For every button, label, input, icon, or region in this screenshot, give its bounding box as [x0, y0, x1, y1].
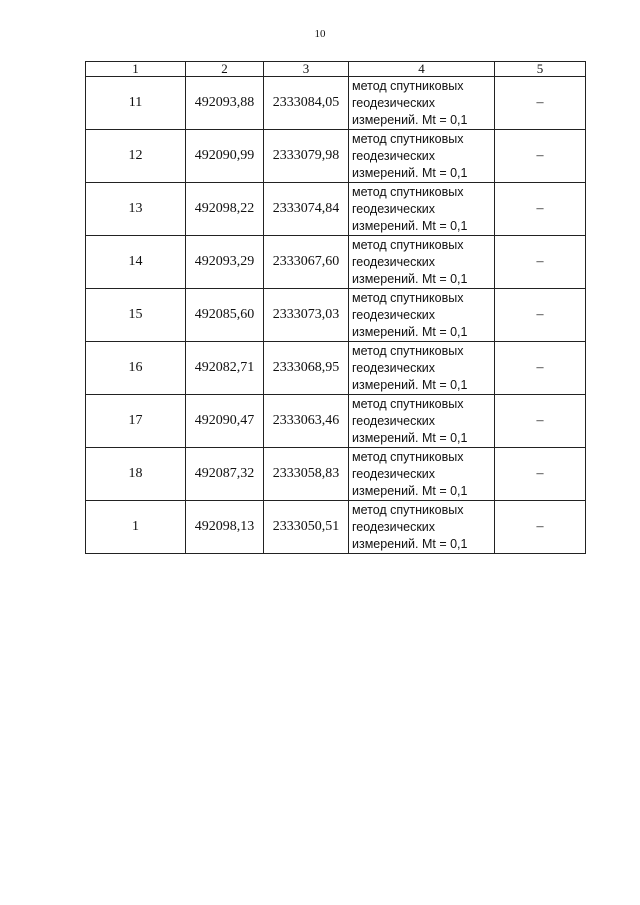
method-line-1: метод спутниковых	[352, 449, 464, 464]
table-body	[86, 77, 586, 554]
method-line-3: измерений. Mt = 0,1	[352, 324, 468, 339]
table-row	[86, 77, 586, 130]
x-coordinate: 492090,99	[186, 130, 264, 183]
method-line-2: геодезических	[352, 254, 436, 269]
x-coordinate: 492098,13	[186, 501, 264, 554]
y-coordinate: 2333073,03	[264, 289, 349, 342]
method-line-2: геодезических	[352, 413, 436, 428]
column-header-1: 1	[86, 62, 186, 77]
x-coordinate: 492085,60	[186, 289, 264, 342]
method-line-3: измерений. Mt = 0,1	[352, 483, 468, 498]
method-description	[349, 236, 495, 289]
method-line-3: измерений. Mt = 0,1	[352, 430, 468, 445]
point-number: 17	[86, 395, 186, 448]
method-description	[349, 77, 495, 130]
column-5-value: –	[495, 395, 586, 448]
y-coordinate: 2333084,05	[264, 77, 349, 130]
table-header-row	[86, 62, 586, 77]
point-number: 18	[86, 448, 186, 501]
table-row	[86, 395, 586, 448]
method-description	[349, 289, 495, 342]
column-5-value: –	[495, 130, 586, 183]
point-number: 15	[86, 289, 186, 342]
method-line-1: метод спутниковых	[352, 237, 464, 252]
x-coordinate: 492093,88	[186, 77, 264, 130]
method-line-1: метод спутниковых	[352, 396, 464, 411]
column-5-value: –	[495, 236, 586, 289]
point-number: 13	[86, 183, 186, 236]
method-description	[349, 501, 495, 554]
method-description	[349, 183, 495, 236]
column-5-value: –	[495, 501, 586, 554]
y-coordinate: 2333058,83	[264, 448, 349, 501]
y-coordinate: 2333068,95	[264, 342, 349, 395]
method-line-3: измерений. Mt = 0,1	[352, 165, 468, 180]
point-number: 11	[86, 77, 186, 130]
column-5-value: –	[495, 448, 586, 501]
method-description	[349, 130, 495, 183]
method-line-1: метод спутниковых	[352, 131, 464, 146]
method-line-2: геодезических	[352, 148, 436, 163]
y-coordinate: 2333050,51	[264, 501, 349, 554]
method-line-1: метод спутниковых	[352, 290, 464, 305]
method-line-3: измерений. Mt = 0,1	[352, 536, 468, 551]
method-line-3: измерений. Mt = 0,1	[352, 218, 468, 233]
table-row	[86, 183, 586, 236]
x-coordinate: 492098,22	[186, 183, 264, 236]
column-5-value: –	[495, 342, 586, 395]
x-coordinate: 492090,47	[186, 395, 264, 448]
method-line-2: геодезических	[352, 466, 436, 481]
point-number: 14	[86, 236, 186, 289]
method-line-3: измерений. Mt = 0,1	[352, 271, 468, 286]
method-line-3: измерений. Mt = 0,1	[352, 112, 468, 127]
method-description	[349, 342, 495, 395]
method-line-1: метод спутниковых	[352, 343, 464, 358]
method-line-2: геодезических	[352, 519, 436, 534]
y-coordinate: 2333067,60	[264, 236, 349, 289]
column-5-value: –	[495, 289, 586, 342]
table-row	[86, 342, 586, 395]
column-header-5: 5	[495, 62, 586, 77]
x-coordinate: 492093,29	[186, 236, 264, 289]
method-line-2: геодезических	[352, 95, 436, 110]
column-header-2: 2	[186, 62, 264, 77]
table-row	[86, 448, 586, 501]
column-5-value: –	[495, 183, 586, 236]
method-line-1: метод спутниковых	[352, 184, 464, 199]
column-5-value: –	[495, 77, 586, 130]
column-header-4: 4	[349, 62, 495, 77]
table-row	[86, 130, 586, 183]
coordinates-table	[85, 61, 586, 554]
y-coordinate: 2333074,84	[264, 183, 349, 236]
table-row	[86, 501, 586, 554]
x-coordinate: 492087,32	[186, 448, 264, 501]
table-row	[86, 236, 586, 289]
table-row	[86, 289, 586, 342]
column-header-3: 3	[264, 62, 349, 77]
point-number: 12	[86, 130, 186, 183]
method-line-3: измерений. Mt = 0,1	[352, 377, 468, 392]
method-description	[349, 448, 495, 501]
method-line-1: метод спутниковых	[352, 502, 464, 517]
method-description	[349, 395, 495, 448]
method-line-1: метод спутниковых	[352, 78, 464, 93]
y-coordinate: 2333063,46	[264, 395, 349, 448]
y-coordinate: 2333079,98	[264, 130, 349, 183]
point-number: 1	[86, 501, 186, 554]
x-coordinate: 492082,71	[186, 342, 264, 395]
page-number: 10	[314, 28, 326, 40]
point-number: 16	[86, 342, 186, 395]
method-line-2: геодезических	[352, 360, 436, 375]
method-line-2: геодезических	[352, 307, 436, 322]
method-line-2: геодезических	[352, 201, 436, 216]
